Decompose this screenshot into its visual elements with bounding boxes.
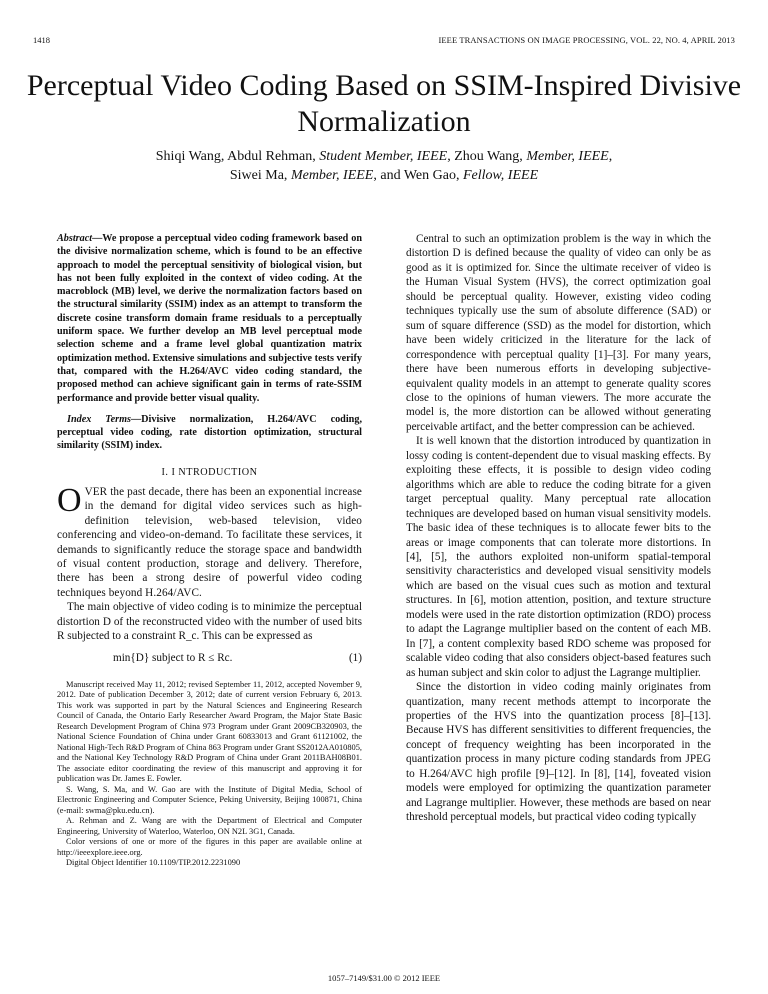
author-names: , and Wen Gao, [373,168,463,183]
footnote-affiliation-1: S. Wang, S. Ma, and W. Gao are with the Institute of Digital Media, School of Electronic Engineering and Computer Science, Peking University, Beijing 100871, China (e-mail: swma@pku.edu.cn). [57,784,362,815]
abstract-label: Abstract [57,233,93,244]
right-column [406,232,711,825]
intro-paragraph-1 [57,481,362,601]
equation-body: min{D} subject to R ≤ Rc. [113,651,233,664]
author-line-2 [0,166,768,185]
author-names: Shiqi Wang, Abdul Rehman, [155,149,320,164]
body-paragraph: Central to such an optimization problem is the way in which the distortion D is defined because the quality of video can only be as good as it is optimized for. Since the ultimate receiver of video is the Human Visual System (HVS), the correct optimization goal should be perceptual quality. However, existing video coding techniques typically use the sum of absolute difference (SAD) or sum of square difference (SSD) as the model for distortion, which have been widely criticized in the literature for the lack of correspondence with perceptual quality [1]–[3]. For many years, there have been numerous efforts in developing subjective-equivalent quality models in an attempt to generate quality scores close to the opinions of human viewers. The more accurate the model is, the more distortion can be allowed without generating perceivable artifact, and the better compression can be achieved. [406,233,711,433]
author-separator: , [608,149,613,164]
copyright-footer: 1057–7149/$31.00 © 2012 IEEE [327,973,441,983]
left-column [57,232,362,869]
author-line-1 [0,147,768,166]
footnote-affiliation-2: A. Rehman and Z. Wang are with the Department of Electrical and Computer Engineering, University of Waterloo, Waterloo, ON N2L 3G1, Canada. [57,816,362,836]
running-header: IEEE TRANSACTIONS ON IMAGE PROCESSING, VOL. 22, NO. 4, APRIL 2013 [438,35,735,45]
author-affiliation-role: Member, IEEE [526,149,609,164]
index-terms-text: —Divisive normalization, H.264/AVC coding, perceptual video coding, rate distortion optimization, structural similarity (SSIM) index. [57,413,362,452]
author-list [0,147,768,185]
drop-cap: O [57,481,82,519]
footnote-doi: Digital Object Identifier 10.1109/TIP.2012.2231090 [66,858,241,868]
paper-title: Perceptual Video Coding Based on SSIM-Inspired Divisive Normalization [26,69,742,138]
footnotes [57,680,362,869]
author-names: , Zhou Wang, [447,149,527,164]
footnote-manuscript: Manuscript received May 11, 2012; revised September 11, 2012, accepted November 9, 2012. Date of publication December 3, 2012; date of current version February 6, 2013. This work was supported in part by the Natural Sciences and Engineering Research Council of Canada, the Ontario Early Researcher Award Program, the Major State Basic Research Development Program of China 973 Program under Grant 2009CB320903, the National Science Foundation of China under Grant 60833013 and Grant 61121002, the National High-Tech R&D Program of China 863 Program under Grant SS2012AA010805, and the National Key Technology R&D Program of China under Grant 2011BAH08B01. The associate editor coordinating the review of this manuscript and approving it for publication was Dr. James E. Fowler. [57,679,362,784]
intro-text: VER the past decade, there has been an exponential increase in the demand for digital video services such as high-definition television, web-based television, video conferencing and video-on-demand. To facilitate these services, it demands to significantly reduce the storage space and bandwidth of visual content production, storage and delivery. Therefore, there has been a strong desire of powerful video coding techniques beyond H.264/AVC. [57,485,362,599]
body-paragraph: It is well known that the distortion introduced by quantization in lossy coding is content-dependent due to visual masking effects. By exploiting these effects, it is possible to design video coding algorithms which are able to reduce the coding bitrate for a given target perceptual quality. Many perceptual rate allocation techniques are developed based on human visual sensitivity models. The basic idea of these techniques is to allocate fewer bits to the areas or image components that can tolerate more distortions. In [4], [5], the authors exploited non-uniform spatial-temporal sensitivity characteristics and developed visual sensitivity models which are based on the visual cues such as motion and textural structures. In [6], motion attention, position, and texture structure models were used in the rate distortion optimization (RDO) process to adapt the Lagrange multiplier based on the content of each MB. In [7], a content complexity based RDO scheme was proposed for scalable video coding that also considers object-based features such as human subject and skin color to adjust the Lagrange multiplier. [406,435,711,679]
author-affiliation-role: Student Member, IEEE [319,149,448,164]
author-affiliation-role: Member, IEEE [290,168,374,183]
author-affiliation-role: Fellow, IEEE [462,168,539,183]
footnote-color: Color versions of one or more of the figures in this paper are available online at http://ieeexplore.ieee.org. [57,837,362,857]
abstract [57,232,362,405]
section-heading: I. I NTRODUCTION [161,466,258,478]
equation-number: (1) [348,651,362,664]
abstract-text: —We propose a perceptual video coding framework based on the divisive normalization scheme, which is found to be an effective approach to model the perceptual sensitivity of biological vision, but has not been fully exploited in the context of video coding. At the macroblock (MB) level, we derive the normalization factors based on the structural similarity (SSIM) index as an attempt to transform the discrete cosine transform domain frame residuals to a perceptually uniform space. We further develop an MB level perceptual mode selection scheme and a frame level global quantization matrix optimization method. Extensive simulations and subjective tests verify that, compared with the H.264/AVC video coding standard, the proposed method can achieve significant gain in terms of rate-SSIM performance and provide better visual quality. [57,233,362,404]
equation-1 [57,652,362,670]
index-terms-label: Index Terms [67,413,131,425]
index-terms [57,413,362,453]
author-names: Siwei Ma, [229,168,291,183]
intro-paragraph-2: The main objective of video coding is to minimize the perceptual distortion D of the reconstructed video with the number of used bits R subjected to a constraint R_c. This can be expressed as [57,601,362,643]
page-number: 1418 [33,35,50,45]
body-paragraph: Since the distortion in video coding mainly originates from quantization, many recent methods attempt to incorporate the properties of the HVS into the quantization process [8]–[13]. Because HVS has different sensitivities to different frequencies, the concept of frequency weighting has been incorporated in the quantization process in many picture coding standards from JPEG to H.264/AVC high profile [9]–[12]. In [8], [14], foveated vision models were employed for optimizing the quantization parameter and Lagrange multiplier. However, these methods are based on near threshold perceptual models, but practical video coding typically [406,681,711,824]
